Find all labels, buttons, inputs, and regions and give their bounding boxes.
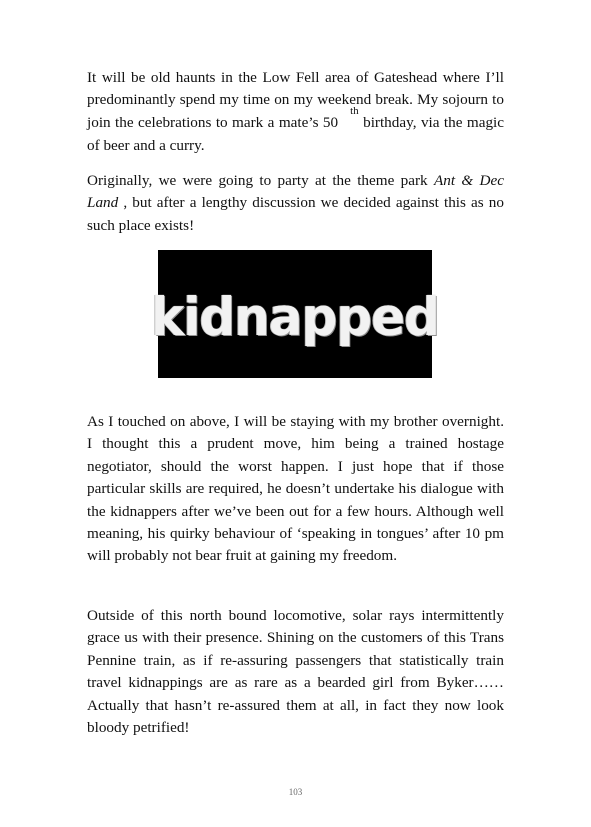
theme-park-name: Ant & Dec Land (87, 172, 504, 212)
paragraph-2-text-end: , but after a lengthy discussion we decided against this as no such place exists! (87, 194, 504, 234)
paragraph-2-text: Originally, we were going to party at the theme park (87, 172, 434, 189)
paragraph-1 (87, 67, 504, 158)
kidnapped-image-word: kidnapped (151, 286, 439, 348)
paragraph-3: As I touched on above, I will be staying with my brother overnight. I thought this a prudent move, him being a trained hostage negotiator, should the worst happen. I just hope that if those particular skills are required, he doesn’t undertake his dialogue with the kidnappers after we’ve been out for a few hours. Although well meaning, his quirky behaviour of ‘speaking in tongues’ after 10 pm will probably not bear fruit at gaining my freedom. (87, 413, 504, 565)
paragraph-1-text-end: birthday, via the magic of beer and a curry. (87, 113, 504, 155)
page-number: 103 (288, 787, 303, 797)
paragraph-1-text: It will be old haunts in the Low Fell area of Gateshead where I’ll predominantly spend my time on my weekend break. My sojourn to join the celebrations to mark a mate’s 50 (87, 69, 504, 131)
kidnapped-image (151, 250, 439, 378)
paragraph-2 (87, 170, 504, 237)
ordinal-superscript: th (350, 104, 359, 117)
paragraph-4: Outside of this north bound locomotive, solar rays intermittently grace us with their presence. Shining on the customers of this Trans Pennine train, as if re-assuring passengers that statistically train travel kidnappings are as rare as a bearded girl from Byker…… Actually that hasn’t re-assured them at all, in fact they now look bloody petrified! (87, 607, 504, 737)
